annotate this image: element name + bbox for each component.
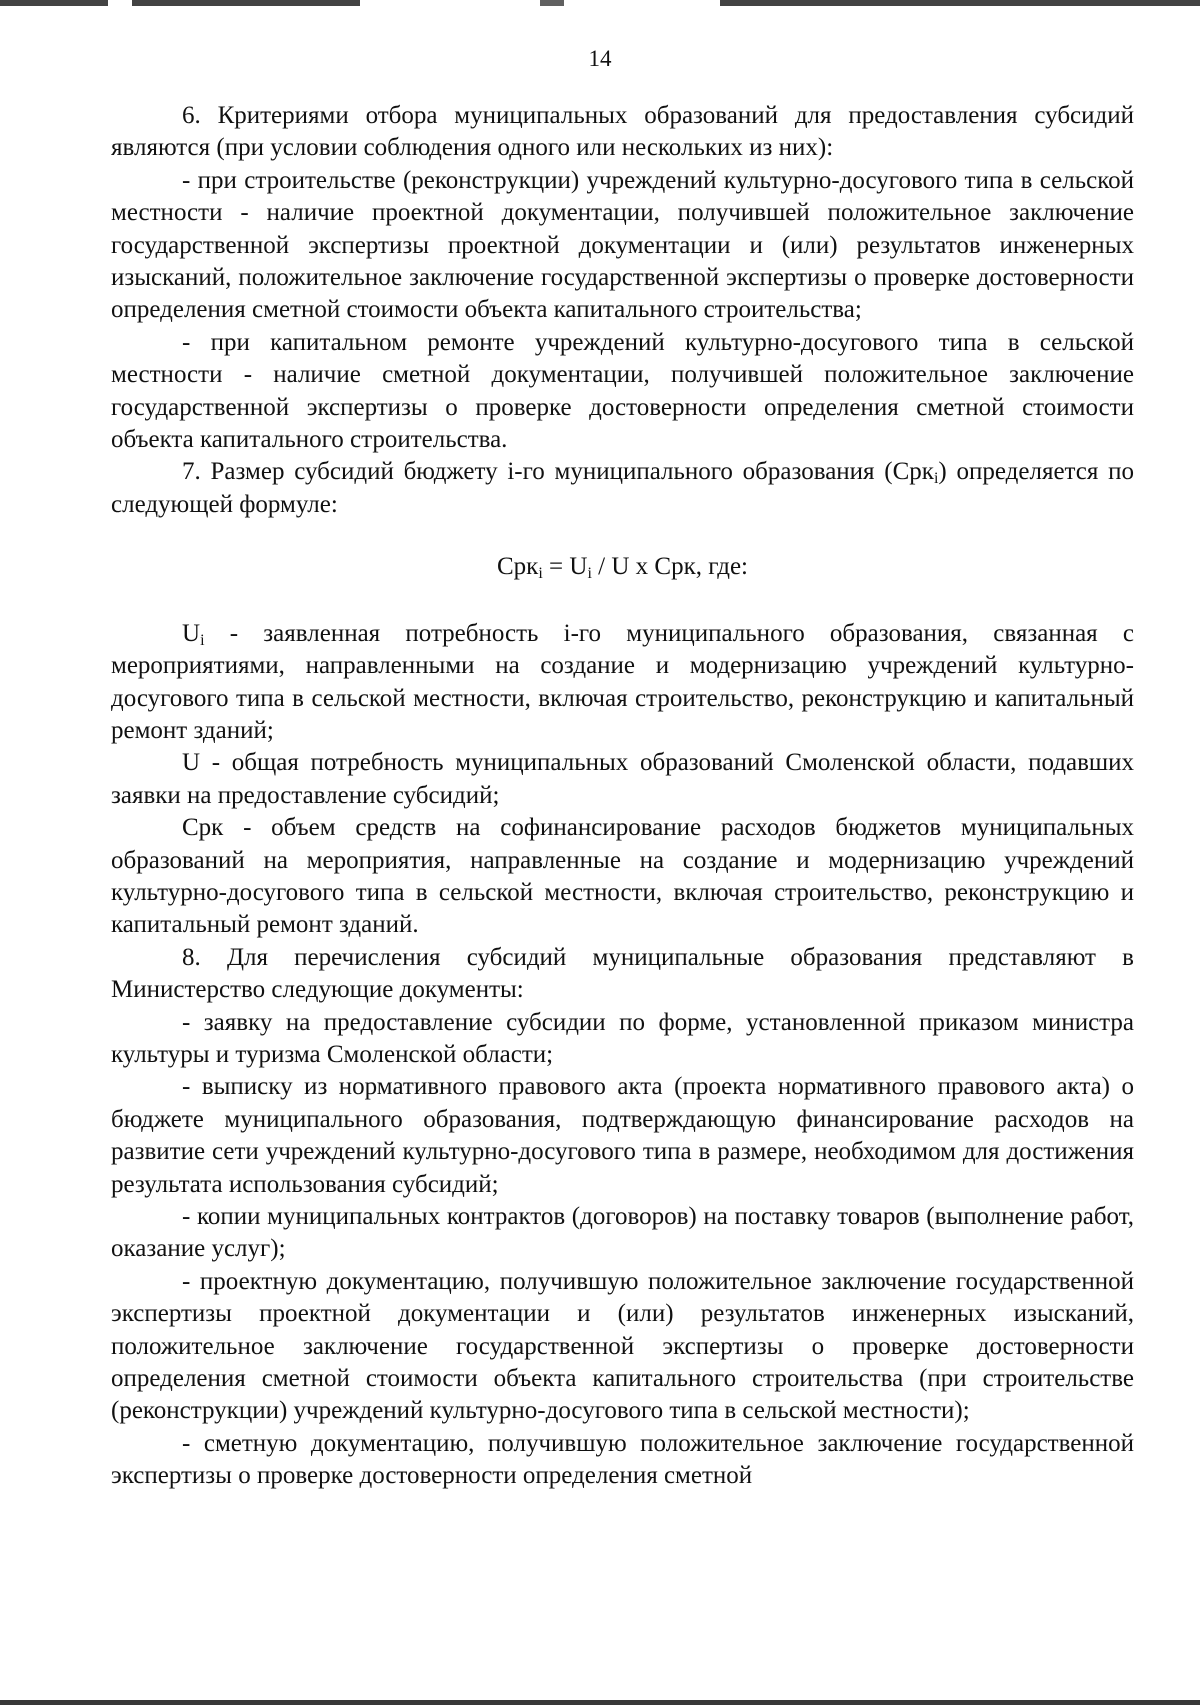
page-number: 14 [588,46,612,71]
list-item-project-docs: - проектную документацию, получившую положительное заключение государственной экспертизы проектной документации и (или) результатов инженерных изысканий, положительное заключение государственной экспертизы о проверке достоверности определения сметной стоимости объекта капитального строительства (при строительстве (реконструкции) учреждений культурно-досугового типа в сельской местности); [111,1267,1134,1425]
document-body [111,100,1134,1493]
list-item-application: - заявку на предоставление субсидии по форме, установленной приказом министра культуры и туризма Смоленской области; [111,1008,1134,1068]
list-item-contracts: - копии муниципальных контрактов (договоров) на поставку товаров (выполнение работ, оказание услуг); [111,1203,1134,1263]
paragraph-ui-definition: $U_i$ - заявленная потребность i-го муниципального образования, связанная с мероприятиями, направленными на создание и модернизацию учреждений культурно-досугового типа в сельской местности, включая строительство, реконструкцию и капитальный ремонт зданий; [111,619,1134,744]
paragraph-subsidy-size: 7. Размер субсидий бюджету i-го муниципального образования (Срк$_i$) определяется по следующей формуле: [111,458,1135,518]
list-item-budget-extract: - выписку из нормативного правового акта (проекта нормативного правового акта) о бюджете муниципального образования, подтверждающую финансирование расходов на развитие сети учреждений культурно-досугового типа в размере, необходимом для достижения результата использования субсидий; [111,1073,1134,1198]
formula: $Срк_i = U_i / U$ x Срк, где: [497,553,748,583]
scan-edge-top [0,0,1200,6]
paragraph-criteria: 6. Критериями отбора муниципальных образований для предоставления субсидий являются (при условии соблюдения одного или нескольких из них): [111,102,1134,162]
scan-edge-bottom [0,1700,1200,1705]
paragraph-srk-definition: Срк - объем средств на софинансирование расходов бюджетов муниципальных образований на мероприятия, направленные на создание и модернизацию учреждений культурно-досугового типа в сельской местности, включая строительство, реконструкцию и капитальный ремонт зданий. [111,814,1134,939]
list-item-estimate-docs: - сметную документацию, получившую положительное заключение государственной экспертизы о проверке достоверности определения сметной [111,1429,1134,1490]
paragraph-repair-criterion: - при капитальном ремонте учреждений культурно-досугового типа в сельской местности - наличие сметной документации, получившей положительное заключение государственной экспертизы о проверке достоверности определения сметной стоимости объекта капитального строительства. [111,328,1134,454]
paragraph-documents: 8. Для перечисления субсидий муниципальные образования представляют в Министерство следующие документы: [111,943,1134,1004]
paragraph-u-definition: U - общая потребность муниципальных образований Смоленской области, подавших заявки на предоставление субсидий; [111,749,1134,809]
paragraph-construction-criterion: - при строительстве (реконструкции) учреждений культурно-досугового типа в сельской местности - наличие проектной документации, получившей положительное заключение государственной экспертизы проектной документации и (или) результатов инженерных изысканий, положительное заключение государственной экспертизы о проверке достоверности определения сметной стоимости объекта капитального строительства; [111,166,1134,324]
